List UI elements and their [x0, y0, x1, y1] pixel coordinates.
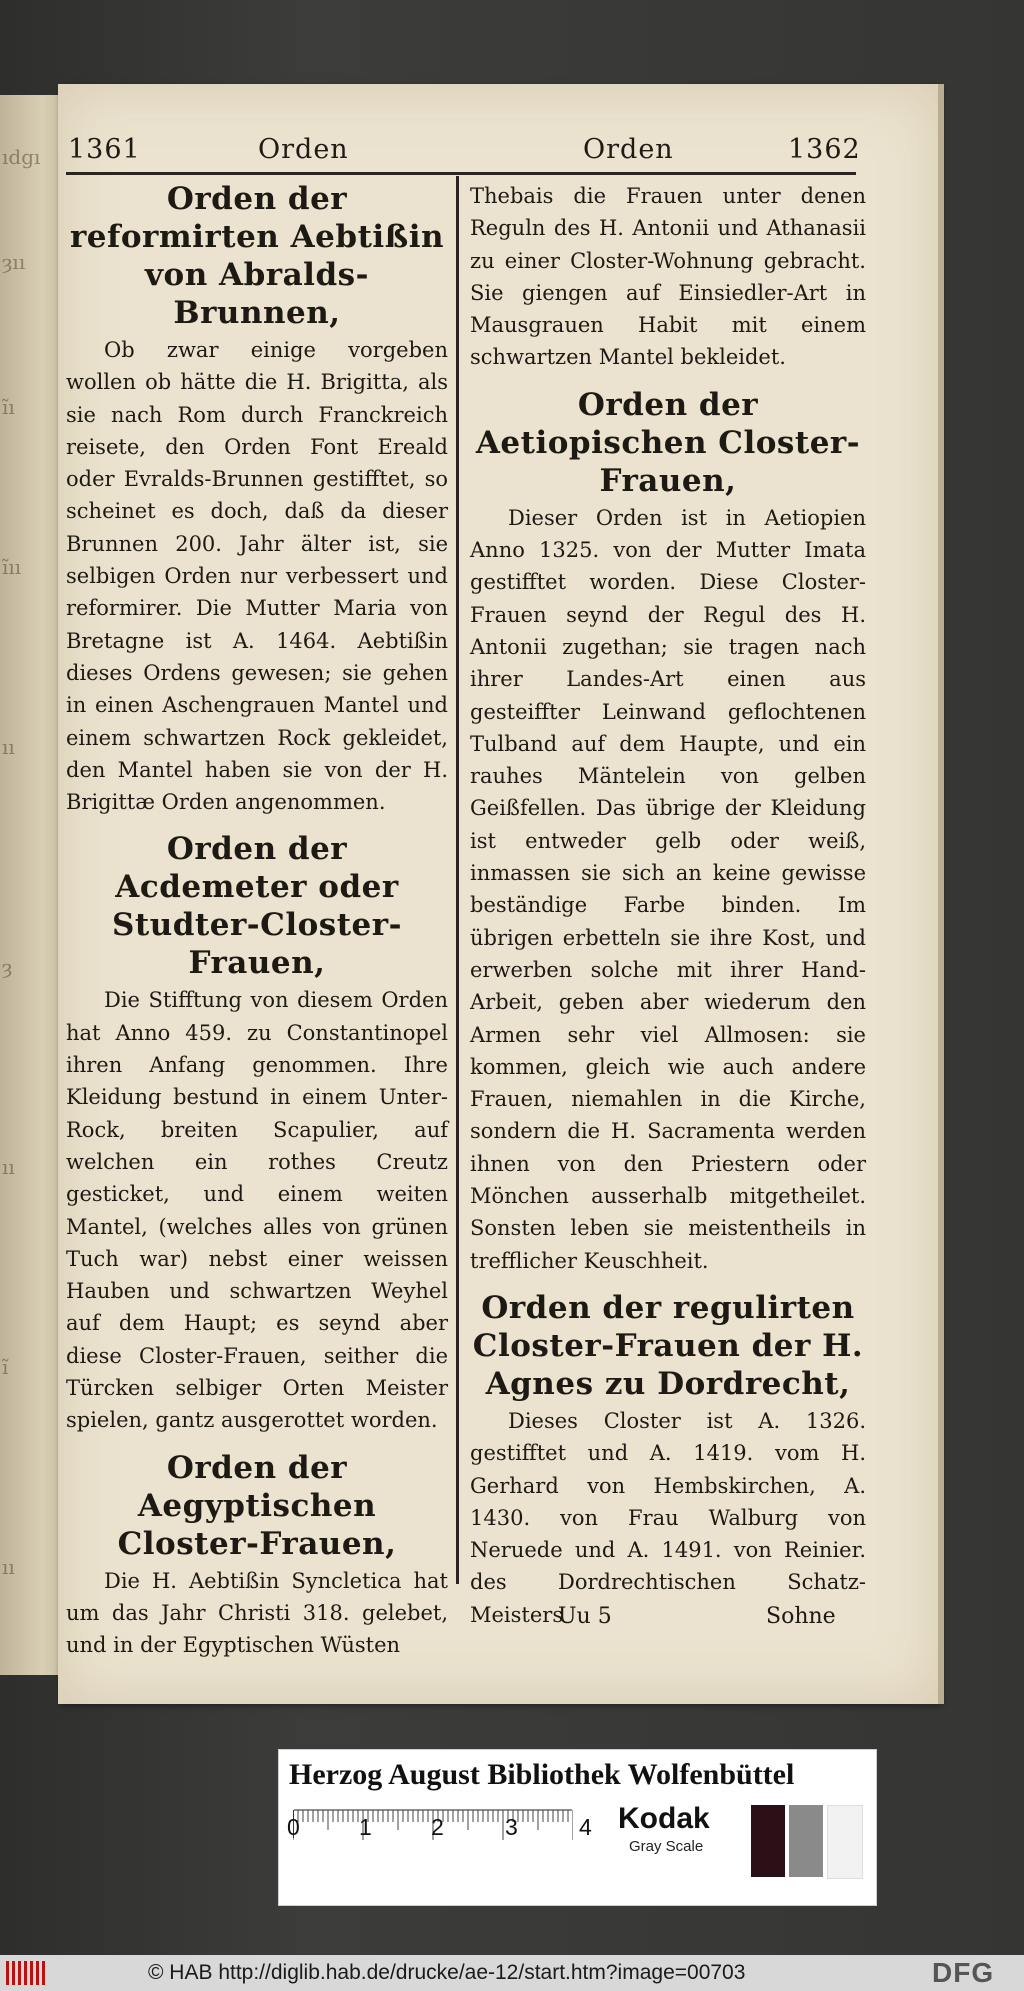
right-column — [470, 180, 866, 1643]
entry-title-acdemeter: Orden der Acdemeter oder Studter-Closter-Frauen, — [112, 831, 402, 982]
header-rule — [66, 172, 856, 175]
dfg-logo: DFG — [932, 1957, 995, 1988]
entry-text-aetiopisch: Dieser Orden ist in Aetiopien Anno 1325. von der Mutter Imata gestifftet worden. Diese Closter-Frauen seynd der Regul des H. Antonii zugethan; sie tragen nach ihrer Landes-Art einen aus gesteiffter Leinwand geflochtenen Tulband auf dem Haupte, und ein rauhes Mäntelein von gelben Geißfellen. Das übrige der Kleidung ist entweder gelb oder weiß, inmassen sie sich an keine gewisse beständige Farbe binden. Im übrigen erbetteln sie ihre Kost, und erwerben solche mit ihrer Hand-Arbeit, geben aber wiederum den Armen sehr viel Allmosen: sie kommen, gleich wie auch andere Frauen, niemahlen in die Kirche, sondern die H. Sacramenta werden ihnen von den Priestern oder Mönchen ausserhalb mitgetheilet. Sonsten leben sie meistentheils in trefflicher Keuschheit. — [470, 505, 866, 1273]
entry-text-aegyptisch-cont: Thebais die Frauen unter denen Reguln des H. Antonii und Athanasii zu einer Closter-Wohnung gebracht. Sie giengen auf Einsiedler-Art in Mausgrauen Habit mit einem schwartzen Mantel bekleidet. — [470, 184, 866, 370]
swatch-mid — [789, 1805, 823, 1877]
entry-title-agnes: Orden der regulirten Closter-Frauen der H. Agnes zu Dordrecht, — [472, 1289, 864, 1402]
ruler-number: 2 — [431, 1814, 444, 1840]
right-running-head: Orden — [583, 134, 674, 165]
page-edge — [938, 84, 944, 1704]
entry-text-abralds: Ob zwar einige vorgeben wollen ob hätte die H. Brigitta, als sie nach Rom durch Franckreich reisete, den Orden Font Ereald oder Evralds-Brunnen gestifftet, so scheinet es doch, daß da dieser Brunnen 200. Jahr älter ist, sie selbigen Orden nur verbessert und reformirer. Die Mutter Maria von Bretagne ist A. 1464. Aebtißin dieses Ordens gewesen; sie gehen in einen Aschengrauen Mantel und einem schwartzen Rock gekleidet, den Mantel haben sie von der H. Brigittæ Orden angenommen. — [66, 338, 448, 815]
gray-scale-label: Gray Scale — [629, 1838, 704, 1855]
facing-page-edge: ıdgı ȝıı ı̃ı ĩıı ıı ȝ ıı ı̃ ıı — [0, 95, 70, 1675]
footer-url[interactable]: © HAB http://diglib.hab.de/drucke/ae-12/start.htm?image=00703 — [148, 1961, 746, 1984]
ruler-number: 1 — [359, 1814, 372, 1840]
entry-title-abralds: Orden der reformirten Aebtißin von Abralds-Brunnen, — [69, 181, 445, 331]
entry-text-agnes: Dieses Closter ist A. 1326. gestifftet und A. 1419. vom H. Gerhard von Hembskirchen, A. 1430. von Frau Walburg von Neruede und A. 1491. von Reinier. des Dordrechtischen Schatz-Meisters — [470, 1408, 866, 1627]
ruler-number: 3 — [505, 1814, 518, 1840]
color-target-card — [278, 1749, 877, 1906]
swatch-dark — [751, 1805, 785, 1877]
left-running-head: Orden — [258, 134, 349, 165]
left-page-number: 1361 — [68, 134, 141, 165]
hab-logo-icon — [6, 1961, 46, 1985]
entry-title-aetiopisch: Orden der Aetiopischen Closter-Frauen, — [475, 386, 861, 499]
swatch-light — [827, 1805, 863, 1879]
signature-mark: Uu 5 — [558, 1604, 612, 1629]
entry-text-aegyptisch: Die H. Aebtißin Syncletica hat um das Jahr Christi 318. gelebet, und in der Egyptischen Wüsten — [66, 1568, 448, 1658]
library-name: Herzog August Bibliothek Wolfenbüttel — [289, 1758, 795, 1791]
left-column — [66, 180, 448, 1674]
footer-bar — [0, 1955, 1024, 1991]
book-page — [58, 84, 940, 1704]
ruler-number: 4 — [579, 1814, 592, 1840]
kodak-logo: Kodak — [618, 1802, 710, 1835]
ruler-number: 0 — [287, 1814, 300, 1840]
entry-title-aegyptisch: Orden der Aegyptischen Closter-Frauen, — [117, 1449, 397, 1562]
right-page-number: 1362 — [788, 134, 861, 165]
entry-text-acdemeter: Die Stifftung von diesem Orden hat Anno 459. zu Constantinopel ihren Anfang genommen. Ihre Kleidung bestund in einem Unter-Rock, breiten Scapulier, auf welchen ein rothes Creutz gesticket, und einem weiten Mantel, (welches alles von grünen Tuch war) nebst einer weissen Hauben und schwartzen Weyhel auf dem Haupt; es seynd aber diese Closter-Frauen, seither die Türcken selbiger Orten Meister spielen, gantz ausgerottet worden. — [66, 988, 448, 1433]
catchword: Sohne — [766, 1604, 836, 1629]
column-divider — [456, 176, 459, 1584]
